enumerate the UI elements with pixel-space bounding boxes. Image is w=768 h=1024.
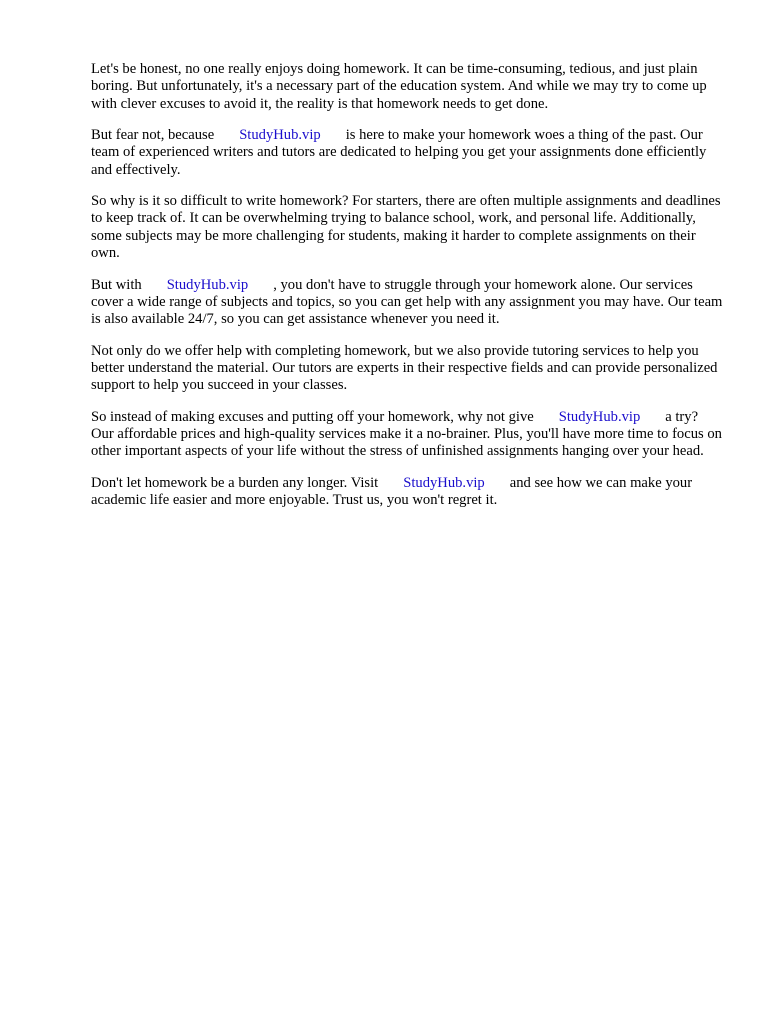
studyhub-link[interactable]: StudyHub.vip — [558, 408, 641, 425]
paragraph-intro: Let's be honest, no one really enjoys doing homework. It can be time-consuming, tedious, and just plain boring. But unfortunately, it's a necessary part of the education system. And while we may try to come up with clever excuses to avoid it, the reality is that homework needs to get done. — [91, 61, 707, 112]
paragraph-tutoring: Not only do we offer help with completing homework, but we also provide tutoring services to help you better understand the material. Our tutors are experts in their respective fields and can provide personalized support to help you succeed in your classes. — [91, 342, 718, 394]
paragraph-text: But fear not, because — [91, 127, 215, 144]
paragraph-text: So instead of making excuses and putting off your homework, why not give — [91, 408, 534, 425]
paragraph-closing — [91, 475, 723, 510]
paragraph-text: Don't let homework be a burden any longer. Visit — [91, 474, 379, 491]
paragraph-fear-not — [91, 127, 723, 179]
document-body — [91, 61, 723, 524]
paragraph-text: , you don't have to struggle through your homework alone. Our services cover a wide range of subjects and topics, so you can get help with any assignment you may have. Our team is also available 24/7, so you can get assistance whenever you need it. — [91, 276, 723, 328]
studyhub-link[interactable]: StudyHub.vip — [403, 474, 485, 491]
paragraph-text: But with — [91, 276, 142, 293]
studyhub-link[interactable]: StudyHub.vip — [166, 276, 249, 293]
paragraph-why-difficult: So why is it so difficult to write homework? For starters, there are often multiple assignments and deadlines to keep track of. It can be overwhelming trying to balance school, work, and personal life. Additionally, some subjects may be more challenging for students, making it harder to complete assignments on their own. — [91, 193, 721, 262]
paragraph-but-with — [91, 277, 723, 329]
paragraph-text: and see how we can make your academic life easier and more enjoyable. Trust us, you won't regret it. — [91, 474, 693, 509]
studyhub-link[interactable]: StudyHub.vip — [239, 127, 321, 144]
paragraph-text: is here to make your homework woes a thing of the past. Our team of experienced writers and tutors are dedicated to helping you get your assignments done efficiently and effectively. — [91, 127, 707, 178]
paragraph-text: a try? Our affordable prices and high-quality services make it a no-brainer. Plus, you'll have more time to focus on other important aspects of your life without the stress of unfinished assignments hanging over your head. — [91, 408, 722, 460]
paragraph-instead — [91, 409, 723, 461]
